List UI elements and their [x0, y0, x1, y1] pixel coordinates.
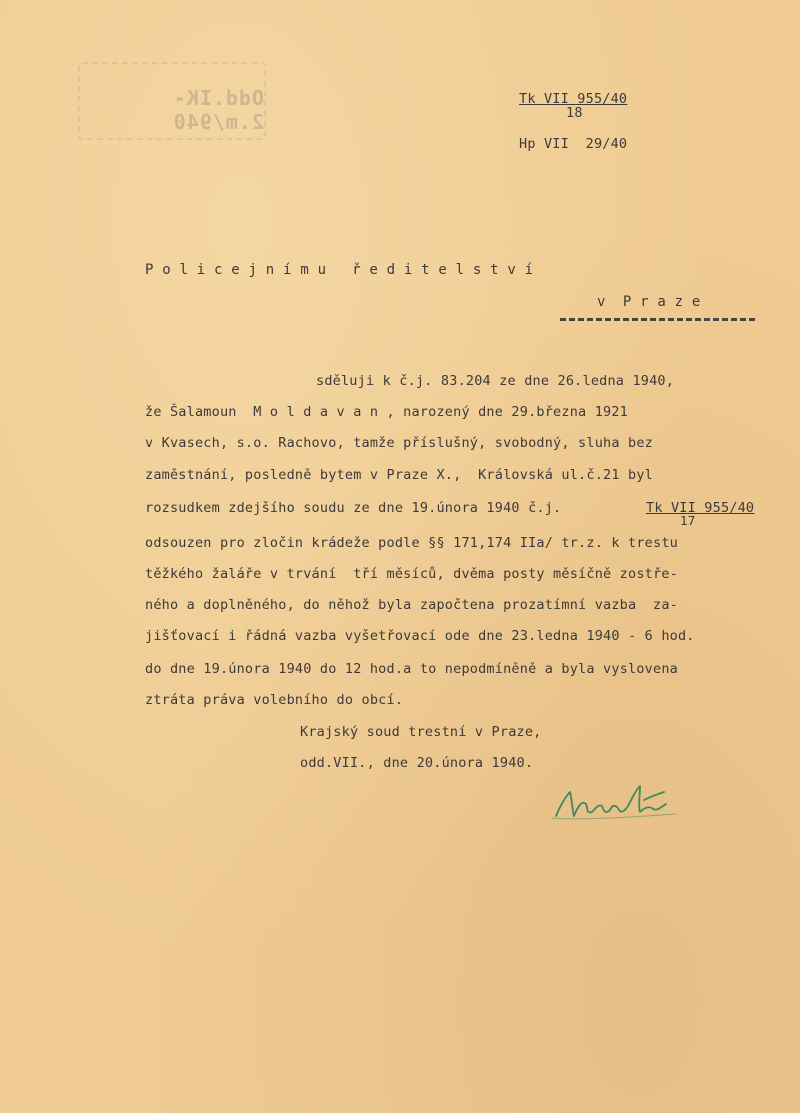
body-line: sděluji k č.j. 83.204 ze dne 26.ledna 1940,: [316, 373, 675, 389]
court-name: Krajský soud trestní v Praze,: [300, 724, 542, 740]
body-line: že Šalamoun M o l d a v a n , narozený dne 29.března 1921: [145, 404, 629, 420]
stamp-text: Odd.IK-2.m/940: [172, 86, 264, 134]
body-line: ného a doplněného, do něhož byla započtena prozatímní vazba za-: [145, 597, 678, 613]
body-line: odsouzen pro zločin krádeže podle §§ 171,174 IIa/ tr.z. k trestu: [145, 535, 678, 551]
handwritten-signature: [548, 778, 688, 828]
office-stamp: [78, 62, 266, 140]
top-reference: Tk VII 955/40: [519, 91, 628, 107]
body-line: rozsudkem zdejšího soudu ze dne 19.února 1940 č.j.: [145, 500, 562, 516]
addressee-line1: P o l i c e j n í m u ř e d i t e l s t v í: [145, 262, 534, 278]
addressee-line2: v P r a z e: [597, 294, 701, 310]
addressee-underline: [560, 318, 755, 324]
body-line: v Kvasech, s.o. Rachovo, tamže příslušný, svobodný, sluha bez: [145, 435, 653, 451]
body-line: do dne 19.února 1940 do 12 hod.a to nepodmíněně a byla vyslovena: [145, 661, 678, 677]
body-line: ztráta práva volebního do obcí.: [145, 692, 404, 708]
body-line: zaměstnání, posledně bytem v Praze X., Královská ul.č.21 byl: [145, 467, 653, 483]
top-reference-denominator: 18: [566, 105, 583, 121]
hp-reference: Hp VII 29/40: [519, 136, 628, 152]
body-line: jišťovací i řádná vazba vyšetřovací ode dne 23.ledna 1940 - 6 hod.: [145, 628, 695, 644]
body-line: těžkého žaláře v trvání tří měsíců, dvěma posty měsíčně zostře-: [145, 566, 678, 582]
inline-reference-denominator: 17: [680, 513, 696, 528]
department-date: odd.VII., dne 20.února 1940.: [300, 755, 534, 771]
inline-reference: Tk VII 955/40: [646, 500, 755, 516]
